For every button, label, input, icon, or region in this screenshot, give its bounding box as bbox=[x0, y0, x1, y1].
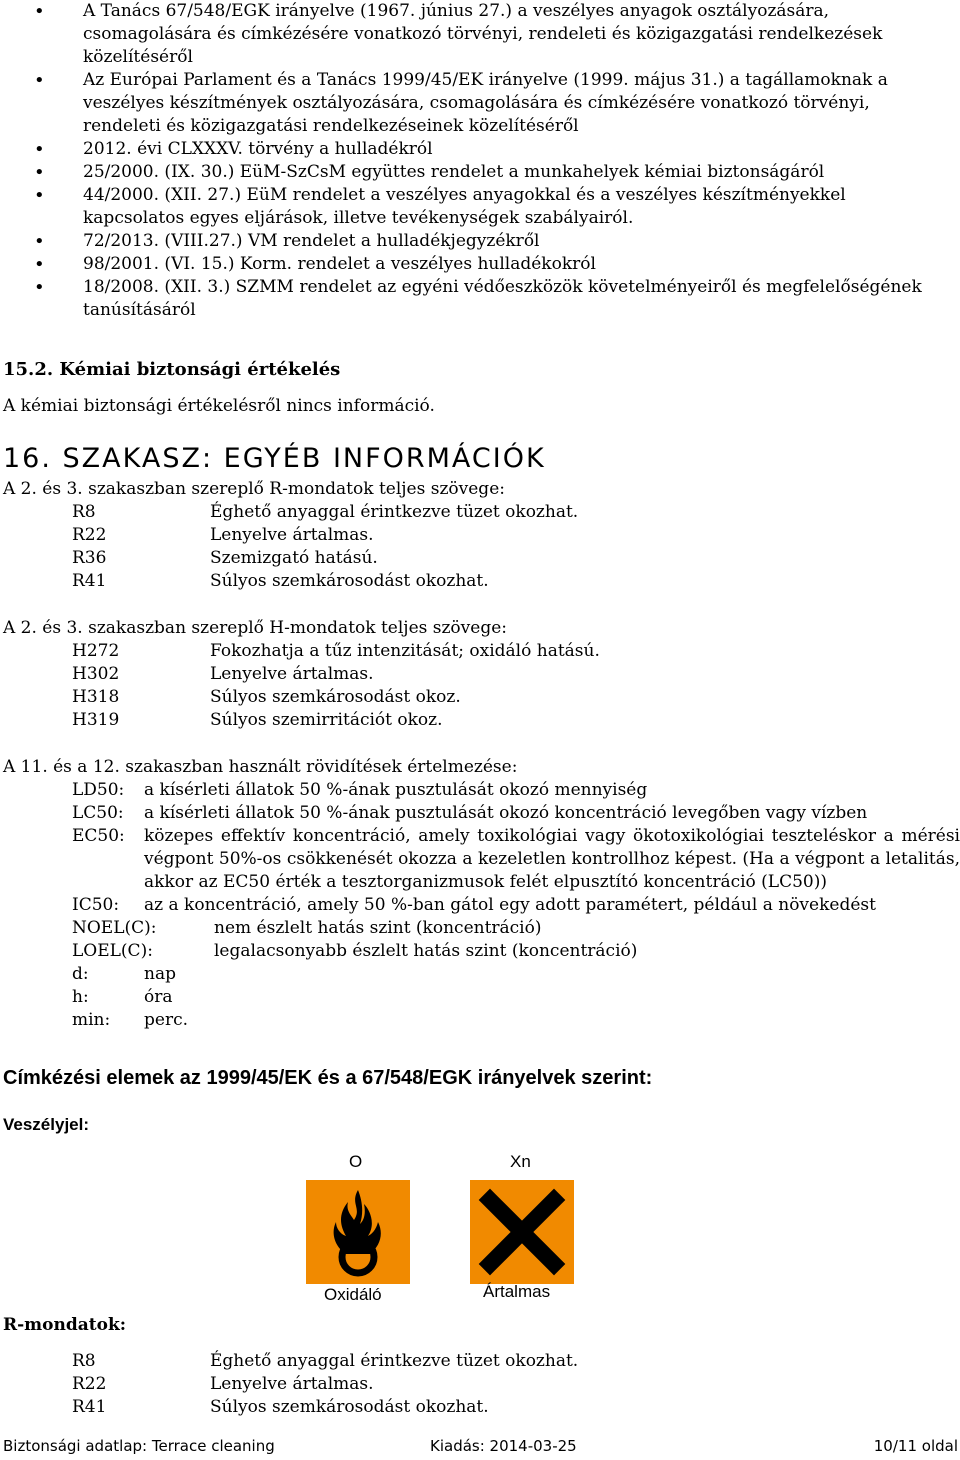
abbreviation-key: IC50: bbox=[72, 895, 120, 915]
phrase-text: Súlyos szemkárosodást okoz. bbox=[210, 687, 461, 707]
regulation-list bbox=[0, 0, 960, 322]
abbreviation-value: nap bbox=[144, 964, 176, 984]
symbol-letter: Xn bbox=[510, 1152, 531, 1171]
phrase-text: Szemizgató hatású. bbox=[210, 548, 378, 568]
section-15-2-heading: 15.2. Kémiai biztonsági értékelés bbox=[3, 359, 341, 380]
list-item: • A Tanács 67/548/EGK irányelve (1967. június 27.) a veszélyes anyagok osztályozására, csomagolására és címkézésére vonatkozó törvényi, rendeleti és közigazgatási rendelkezések közelítéséről bbox=[0, 0, 943, 69]
abbreviation-key: LC50: bbox=[72, 803, 124, 823]
phrase-row bbox=[72, 709, 772, 732]
phrase-text: Lenyelve ártalmas. bbox=[210, 664, 374, 684]
phrase-row bbox=[72, 1350, 772, 1373]
phrase-code: H302 bbox=[72, 664, 120, 684]
abbreviations-intro: A 11. és a 12. szakaszban használt rövidítések értelmezése: bbox=[3, 757, 518, 777]
phrase-row bbox=[72, 524, 772, 547]
abbreviation-value: nem észlelt hatás szint (koncentráció) bbox=[214, 918, 542, 938]
phrase-row bbox=[72, 686, 772, 709]
phrase-text: Súlyos szemkárosodást okozhat. bbox=[210, 571, 489, 591]
footer-page-number: 10/11 oldal bbox=[873, 1437, 958, 1455]
abbreviation-row bbox=[72, 894, 960, 917]
list-item: • 72/2013. (VIII.27.) VM rendelet a hulladékjegyzékről bbox=[0, 230, 943, 253]
phrase-row bbox=[72, 1396, 772, 1419]
abbreviation-key: d: bbox=[72, 964, 89, 984]
list-item: • Az Európai Parlament és a Tanács 1999/45/EK irányelve (1999. május 31.) a tagállamoknak a veszélyes készítmények osztályozására, csomagolására és címkézésére vonatkozó törvényi, rendeleti és közigazgatási rendelkezéseinek közelítéséről bbox=[0, 69, 943, 138]
phrase-row bbox=[72, 663, 772, 686]
section-15-2-text: A kémiai biztonsági értékelésről nincs információ. bbox=[3, 396, 435, 416]
r-phrases-intro: A 2. és 3. szakaszban szereplő R-mondatok teljes szövege: bbox=[3, 479, 505, 499]
phrase-text: Éghető anyaggal érintkezve tüzet okozhat. bbox=[210, 502, 579, 522]
flame-over-circle-icon bbox=[306, 1180, 410, 1284]
phrase-code: H272 bbox=[72, 641, 120, 661]
abbreviation-value: perc. bbox=[144, 1010, 188, 1030]
phrase-code: R41 bbox=[72, 571, 107, 591]
symbol-box-harmful bbox=[470, 1180, 574, 1284]
phrase-code: R22 bbox=[72, 525, 107, 545]
phrase-row bbox=[72, 1373, 772, 1396]
phrase-code: R22 bbox=[72, 1374, 107, 1394]
h-phrases-intro: A 2. és 3. szakaszban szereplő H-mondatok teljes szövege: bbox=[3, 618, 508, 638]
footer-center: Kiadás: 2014-03-25 bbox=[430, 1437, 577, 1455]
abbreviation-key: LD50: bbox=[72, 780, 125, 800]
abbreviation-value: legalacsonyabb észlelt hatás szint (koncentráció) bbox=[214, 941, 638, 961]
abbreviation-value: a kísérleti állatok 50 %-ának pusztulását okozó koncentráció levegőben vagy vízben bbox=[144, 803, 868, 823]
phrase-row bbox=[72, 570, 772, 593]
phrase-text: Súlyos szemirritációt okoz. bbox=[210, 710, 443, 730]
phrase-code: R8 bbox=[72, 1351, 96, 1371]
abbreviation-row bbox=[72, 825, 960, 894]
hazard-symbol-label: Veszélyjel: bbox=[3, 1115, 90, 1134]
phrase-code: R36 bbox=[72, 548, 107, 568]
abbreviation-key: NOEL(C): bbox=[72, 918, 157, 938]
phrase-row bbox=[72, 547, 772, 570]
symbol-caption: Oxidáló bbox=[324, 1285, 382, 1304]
phrase-code: H318 bbox=[72, 687, 120, 707]
abbreviation-row bbox=[72, 940, 960, 963]
abbreviation-value: az a koncentráció, amely 50 %-ban gátol egy adott paramétert, például a növekedést bbox=[144, 895, 876, 915]
phrase-text: Lenyelve ártalmas. bbox=[210, 525, 374, 545]
phrase-code: R41 bbox=[72, 1397, 107, 1417]
phrase-text: Fokozhatja a tűz intenzitását; oxidáló hatású. bbox=[210, 641, 600, 661]
list-item: • 25/2000. (IX. 30.) EüM-SzCsM együttes rendelet a munkahelyek kémiai biztonságáról bbox=[0, 161, 943, 184]
list-item: • 2012. évi CLXXXV. törvény a hulladékról bbox=[0, 138, 943, 161]
phrase-code: R8 bbox=[72, 502, 96, 522]
saint-andrew-cross-icon bbox=[470, 1180, 574, 1284]
symbol-caption: Ártalmas bbox=[483, 1282, 551, 1301]
phrase-text: Súlyos szemkárosodást okozhat. bbox=[210, 1397, 489, 1417]
footer-left: Biztonsági adatlap: Terrace cleaning bbox=[3, 1437, 275, 1455]
abbreviation-key: h: bbox=[72, 987, 89, 1007]
abbreviation-value: óra bbox=[144, 987, 173, 1007]
phrase-text: Éghető anyaggal érintkezve tüzet okozhat. bbox=[210, 1351, 579, 1371]
symbol-box-oxidizing bbox=[306, 1180, 410, 1284]
labeling-heading: Címkézési elemek az 1999/45/EK és a 67/548/EGK irányelvek szerint: bbox=[3, 1067, 653, 1089]
symbol-letter: O bbox=[349, 1152, 363, 1171]
abbreviation-key: LOEL(C): bbox=[72, 941, 153, 961]
list-item: • 18/2008. (XII. 3.) SZMM rendelet az egyéni védőeszközök követelményeiről és megfelelőségének tanúsításáról bbox=[0, 276, 943, 322]
phrase-code: H319 bbox=[72, 710, 120, 730]
r-phrases-label: R-mondatok: bbox=[3, 1315, 127, 1335]
abbreviation-row bbox=[72, 963, 960, 986]
abbreviation-value: közepes effektív koncentráció, amely toxikológiai vagy ökotoxikológiai teszteléskor a mérési végpont 50%-os csökkenését okozza a kezeletlen kontrollhoz képest. (Ha a végpont a letalitás, akkor az EC50 érték a tesztorganizmusok felét elpusztító koncentráció (LC50)) bbox=[144, 826, 960, 892]
abbreviation-key: EC50: bbox=[72, 826, 125, 846]
abbreviation-value: a kísérleti állatok 50 %-ának pusztulását okozó mennyiség bbox=[144, 780, 648, 800]
list-item: • 98/2001. (VI. 15.) Korm. rendelet a veszélyes hulladékokról bbox=[0, 253, 943, 276]
list-item: • 44/2000. (XII. 27.) EüM rendelet a veszélyes anyagokkal és a veszélyes készítményekkel kapcsolatos egyes eljárások, illetve tevékenységek szabályairól. bbox=[0, 184, 943, 230]
phrase-row bbox=[72, 501, 772, 524]
phrase-row bbox=[72, 640, 772, 663]
section-16-heading: 16. SZAKASZ: EGYÉB INFORMÁCIÓK bbox=[3, 443, 546, 474]
abbreviation-key: min: bbox=[72, 1010, 111, 1030]
abbreviation-row bbox=[72, 986, 960, 1009]
abbreviation-row bbox=[72, 802, 960, 825]
abbreviation-row bbox=[72, 779, 960, 802]
abbreviation-row bbox=[72, 917, 960, 940]
phrase-text: Lenyelve ártalmas. bbox=[210, 1374, 374, 1394]
abbreviation-row bbox=[72, 1009, 960, 1032]
